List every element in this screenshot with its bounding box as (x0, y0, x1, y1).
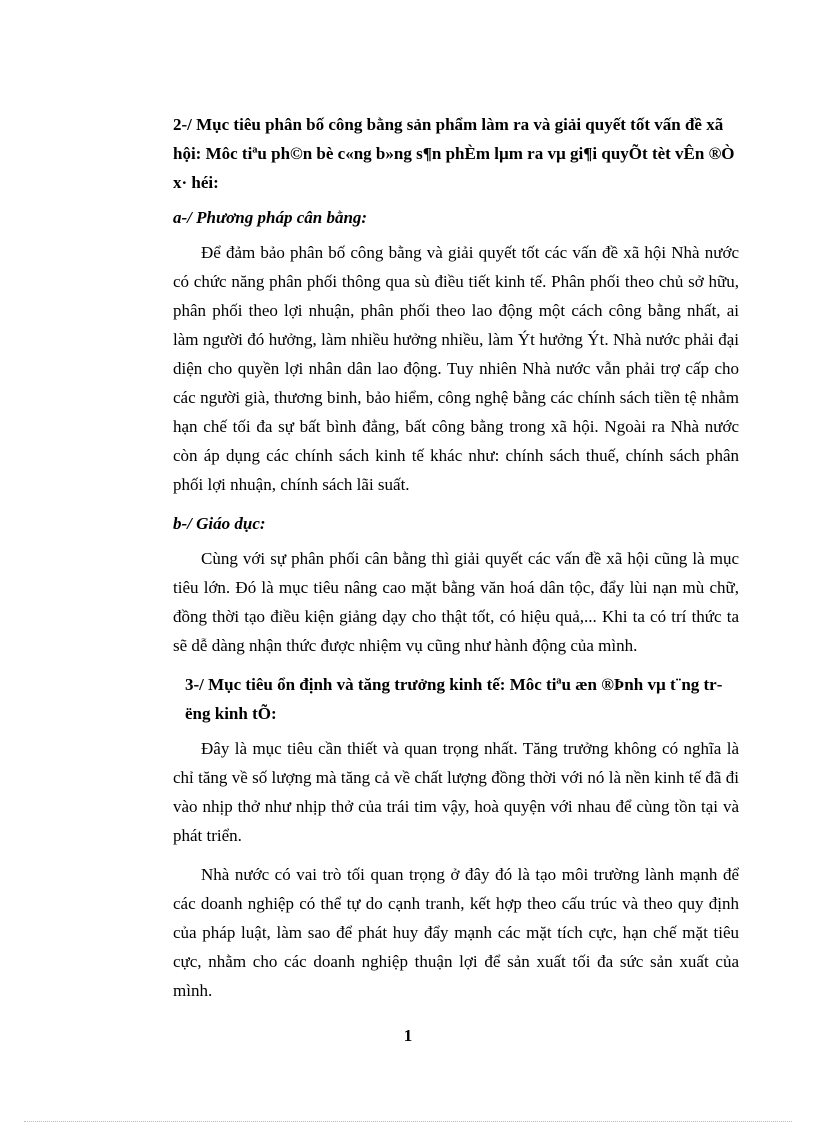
page-content (173, 110, 739, 1015)
paragraph-balance-method: Để đảm bảo phân bố công bằng và giải quyết tốt các vấn đề xã hội Nhà nước có chức năng phân phối thông qua sù điều tiết kinh tế. Phân phối theo chủ sở hữu, phân phối theo lợi nhuận, phân phối theo lao động một cách công bằng nhất, ai làm người đó hưởng, làm nhiều hưởng nhiều, làm Ýt hưởng Ýt. Nhà nước phải đại diện cho quyền lợi nhân dân lao động. Tuy nhiên Nhà nước vẫn phải trợ cấp cho các người già, thương binh, bảo hiểm, công nghệ bằng các chính sách tiền tệ nhằm hạn chế tối đa sự bất bình đẳng, bất công bằng trong xã hội. Ngoài ra Nhà nước còn áp dụng các chính sách kinh tế khác như: chính sách thuế, chính sách phân phối lợi nhuận, chính sách lãi suất. (173, 243, 739, 494)
section-heading-2: 2-/ Mục tiêu phân bố công bằng sản phẩm làm ra và giải quyết tốt vấn đề xã hội: Môc tiªu ph©n bè c«ng b»ng s¶n phÈm lµm ra vµ gi¶i quyÕt tèt vÊn ®Ò x· héi: (173, 115, 735, 192)
subsection-title-b: b-/ Giáo dục: (173, 514, 266, 533)
paragraph-state-role: Nhà nước có vai trò tối quan trọng ở đây đó là tạo môi trường lành mạnh để các doanh nghiệp có thể tự do cạnh tranh, kết hợp theo cấu trúc và theo quy định của pháp luật, làm sao để phát huy đẩy mạnh các mặt tích cực, hạn chế mặt tiêu cực, nhằm cho các doanh nghiệp thuận lợi để sản xuất tối đa sức sản xuất của mình. (173, 865, 739, 1000)
section-heading-3: 3-/ Mục tiêu ổn định và tăng trưởng kinh tế: Môc tiªu æn ®Þnh vµ t¨ng trëng kinh tÕ: (185, 675, 723, 723)
paragraph-growth-goal: Đây là mục tiêu cần thiết và quan trọng nhất. Tăng trưởng không có nghĩa là chỉ tăng về số lượng mà tăng cả về chất lượng đồng thời với nó là nền kinh tế đã đi vào nhịp thở như nhịp thở của trái tim vậy, hoà quyện với nhau để cùng tồn tại và phát triển. (173, 739, 739, 845)
page-bottom-divider (24, 1121, 792, 1122)
page-number: 1 (403, 1026, 413, 1045)
paragraph-education: Cùng với sự phân phối cân bằng thì giải quyết các vấn đề xã hội cũng là mục tiêu lớn. Đó là mục tiêu nâng cao mặt bằng văn hoá dân tộc, đẩy lùi nạn mù chữ, đồng thời tạo điều kiện giảng dạy cho thật tốt, có hiệu quả,... Khi ta có trí thức ta sẽ dễ dàng nhận thức được nhiệm vụ cũng như hành động của mình. (173, 549, 739, 655)
subsection-title-a: a-/ Phương pháp cân bằng: (173, 208, 368, 227)
